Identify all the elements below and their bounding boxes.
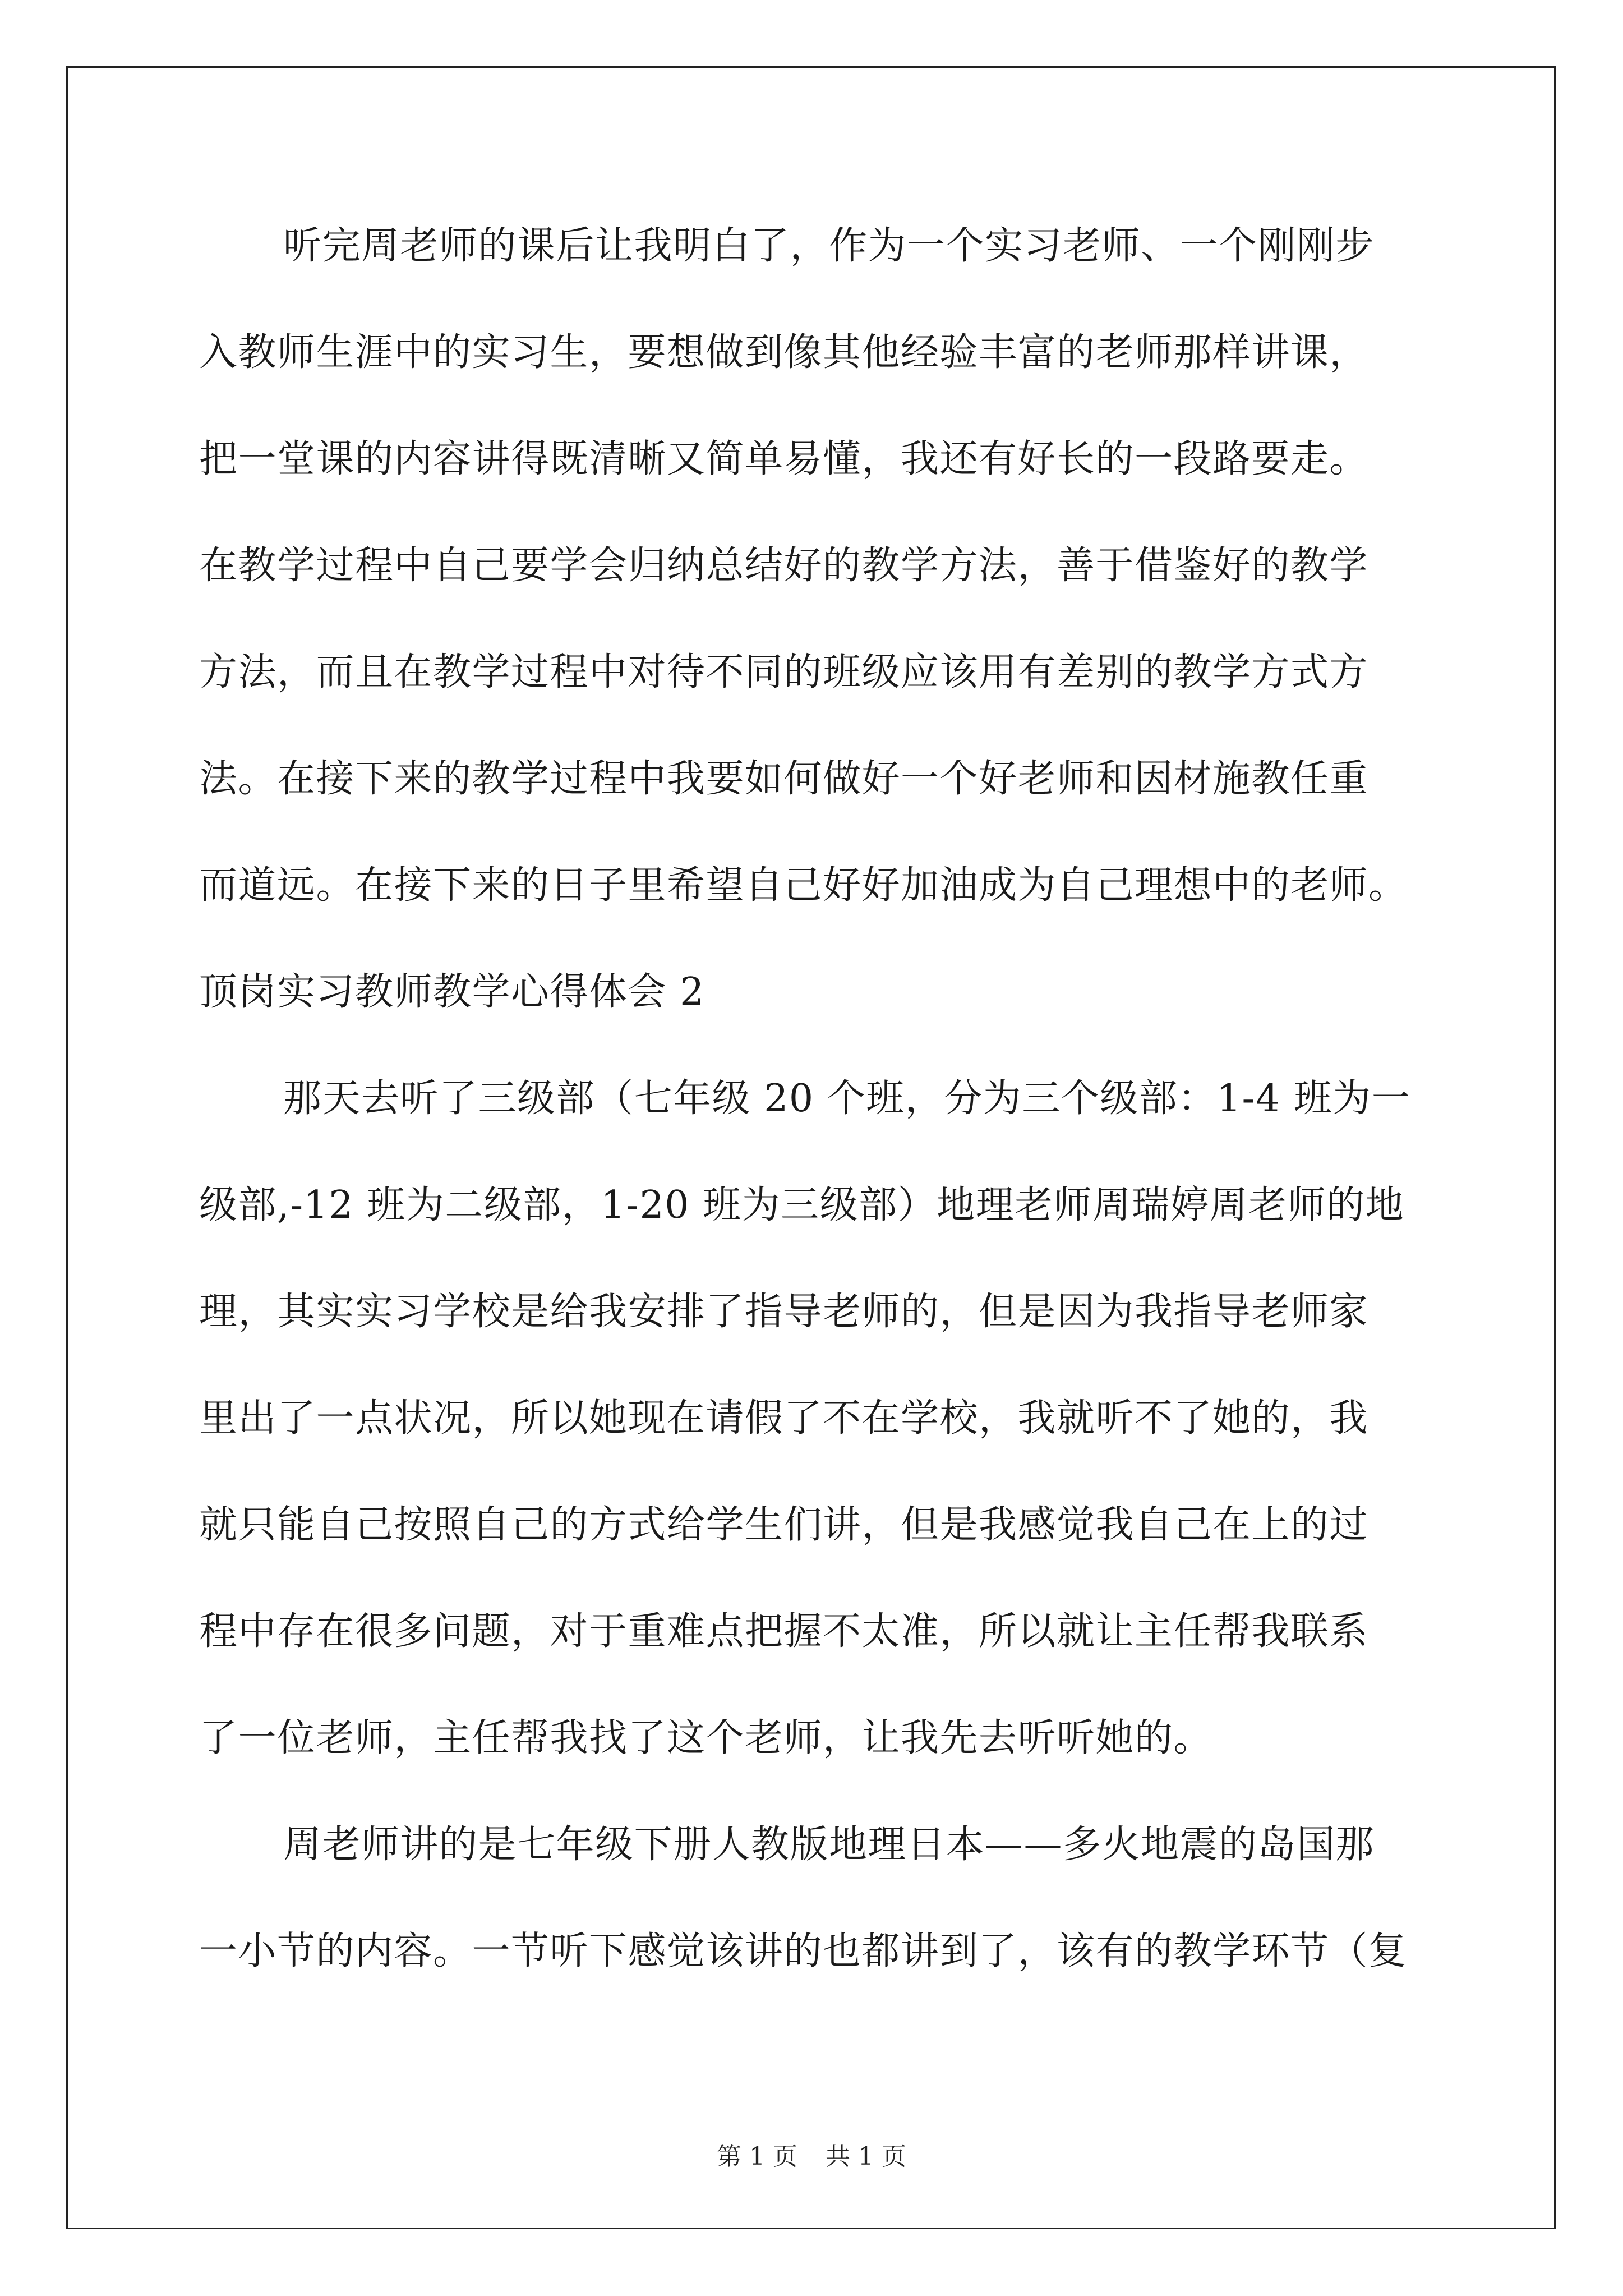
- page-footer: [0, 2140, 1623, 2174]
- paragraph-line: 级部,-12 班为二级部，1-20 班为三级部）地理老师周瑞婷周老师的地: [199, 1183, 1405, 1227]
- paragraph-line: 入教师生涯中的实习生，要想做到像其他经验丰富的老师那样讲课，: [199, 330, 1369, 375]
- paragraph-line: 在教学过程中自己要学会归纳总结好的教学方法，善于借鉴好的教学: [199, 544, 1369, 588]
- paragraph-line: 就只能自己按照自己的方式给学生们讲，但是我感觉我自己在上的过: [199, 1503, 1369, 1547]
- page-number-total: 共 1 页: [826, 2142, 906, 2171]
- paragraph-line: 把一堂课的内容讲得既清晰又简单易懂，我还有好长的一段路要走。: [199, 437, 1369, 481]
- document-body: [199, 213, 1433, 2025]
- paragraph-line: 里出了一点状况，所以她现在请假了不在学校，我就听不了她的，我: [199, 1396, 1369, 1441]
- paragraph-line: 理，其实实习学校是给我安排了指导老师的，但是因为我指导老师家: [199, 1290, 1369, 1334]
- paragraph-line: 法。在接下来的教学过程中我要如何做好一个好老师和因材施教任重: [199, 757, 1369, 801]
- paragraph-line: 那天去听了三级部（七年级 20 个班，分为三个级部：1-4 班为一: [283, 1076, 1411, 1121]
- page-number-current: 第 1 页: [717, 2142, 797, 2171]
- paragraph-line: 周老师讲的是七年级下册人教版地理日本——多火地震的岛国那: [283, 1823, 1375, 1867]
- paragraph-line: 程中存在很多问题，对于重难点把握不太准，所以就让主任帮我联系: [199, 1609, 1369, 1654]
- paragraph-line: 而道远。在接下来的日子里希望自己好好加油成为自己理想中的老师。: [199, 863, 1408, 908]
- paragraph-line: 了一位老师，主任帮我找了这个老师，让我先去听听她的。: [199, 1716, 1213, 1760]
- paragraph-line: 方法，而且在教学过程中对待不同的班级应该用有差别的教学方式方: [199, 650, 1369, 694]
- paragraph-line: 听完周老师的课后让我明白了，作为一个实习老师、一个刚刚步: [283, 224, 1375, 268]
- paragraph-line: 一小节的内容。一节听下感觉该讲的也都讲到了，该有的教学环节（复: [199, 1929, 1408, 1973]
- section-heading: 顶岗实习教师教学心得体会 2: [199, 970, 705, 1014]
